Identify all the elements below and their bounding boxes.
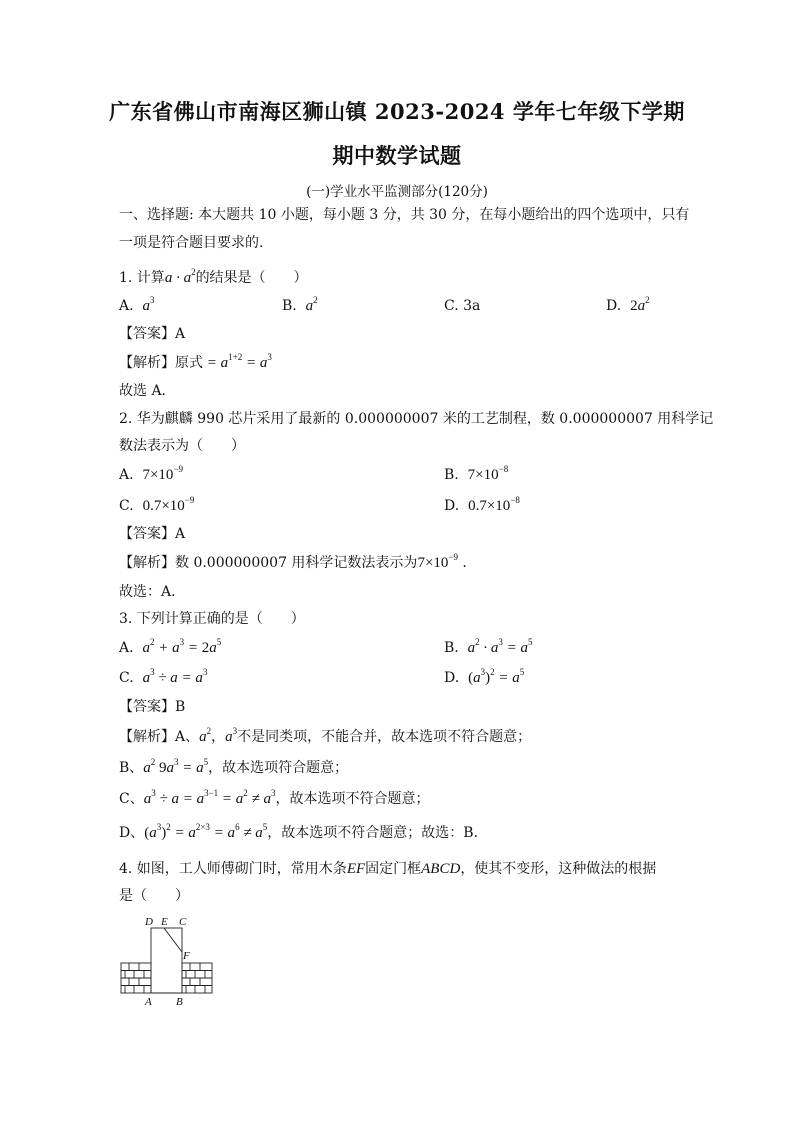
q3-option-a: A. $a^2 + a^3 = 2a^5$ xyxy=(119,637,222,656)
q4-stem-line2: 是（ ） xyxy=(119,888,189,904)
q1-option-d: D. $2a^2$ xyxy=(606,295,650,314)
label-b: B xyxy=(176,996,183,1007)
exam-title-line2: 期中数学试题 xyxy=(332,143,462,168)
q2-option-c: C. $0.7\times 10^{-9}$ xyxy=(119,495,195,514)
exam-subtitle: (一)学业水平监测部分(120分) xyxy=(306,184,488,200)
q2-option-b: B. $7\times 10^{-8}$ xyxy=(444,464,509,483)
q1-expression: $a \cdot a^2$ xyxy=(164,267,196,286)
section-instruction-line2: 一项是符合题目要求的. xyxy=(119,235,264,251)
q1-stem xyxy=(119,268,308,288)
door-frame-rect xyxy=(151,928,182,993)
right-brick-wall xyxy=(182,963,212,993)
q4-door-frame-figure xyxy=(118,912,218,1007)
section-instruction-line1: 一、选择题: 本大题共 10 小题，每小题 3 分，共 30 分，在每小题给出的四个选项中，只有 xyxy=(119,207,690,223)
brace-ef xyxy=(164,928,182,952)
q3-option-d: D. $(a^3)^2 = a^5$ xyxy=(444,667,525,686)
q3-analysis-c: C、$a^3 \div a = a^{3-1} = a^2 \ne a^3$，故本选项不符合题意； xyxy=(119,788,430,807)
q2-answer: 【答案】A xyxy=(119,526,186,542)
exam-title-line1: 广东省佛山市南海区狮山镇 2023-2024 学年七年级下学期 xyxy=(109,99,685,124)
label-e: E xyxy=(161,916,168,928)
q2-analysis: 【解析】数 0.000000007 用科学记数法表示为$7\times 10^{-9}$ . xyxy=(119,552,467,571)
q1-answer: 【答案】A xyxy=(119,326,186,342)
label-c: C xyxy=(179,916,187,928)
q1-stem-prefix: 1. 计算 xyxy=(119,270,165,286)
q1-choice: 故选 A． xyxy=(119,383,176,399)
q1-option-b: B. $a^2$ xyxy=(282,295,318,314)
q1-stem-suffix: 的结果是（ ） xyxy=(195,270,308,286)
q1-option-c: C. 3a xyxy=(444,298,481,314)
q2-option-a: A. $7\times 10^{-9}$ xyxy=(119,464,184,483)
q2-stem-line2: 数法表示为（ ） xyxy=(119,438,245,454)
q3-option-c: C. $a^3 \div a = a^3$ xyxy=(119,667,208,686)
left-brick-wall xyxy=(121,963,151,993)
q2-option-d: D. $0.7\times 10^{-8}$ xyxy=(444,495,520,514)
q3-analysis-d: D、$(a^3)^2 = a^{2\times 3} = a^6 \ne a^5$，故本选项不符合题意；故选：B． xyxy=(119,822,488,841)
q2-choice: 故选：A． xyxy=(119,584,186,600)
q1-option-a: A. $a^3$ xyxy=(119,295,155,314)
q1-analysis: 【解析】原式 = $a^{1+2} = a^3$ xyxy=(119,352,272,371)
q4-stem-line1: 4. 如图，工人师傅砌门时，常用木条EF固定门框ABCD，使其不变形，这种做法的根据 xyxy=(119,861,657,877)
q3-answer: 【答案】B xyxy=(119,699,186,715)
q3-stem: 3. 下列计算正确的是（ ） xyxy=(119,611,305,627)
label-f: F xyxy=(183,950,190,962)
label-d: D xyxy=(145,916,153,928)
q3-option-b: B. $a^2 \cdot a^3 = a^5$ xyxy=(444,637,533,656)
q3-analysis-b: B、$a^2$ $9a^3 = a^5$，故本选项符合题意； xyxy=(119,757,349,776)
q3-analysis-a: 【解析】A、$a^2$，$a^3$不是同类项，不能合并，故本选项不符合题意； xyxy=(119,726,532,745)
q2-stem-line1: 2. 华为麒麟 990 芯片采用了最新的 0.000000007 米的工艺制程，数 0.000000007 用科学记 xyxy=(119,411,714,427)
label-a: A xyxy=(145,996,152,1007)
